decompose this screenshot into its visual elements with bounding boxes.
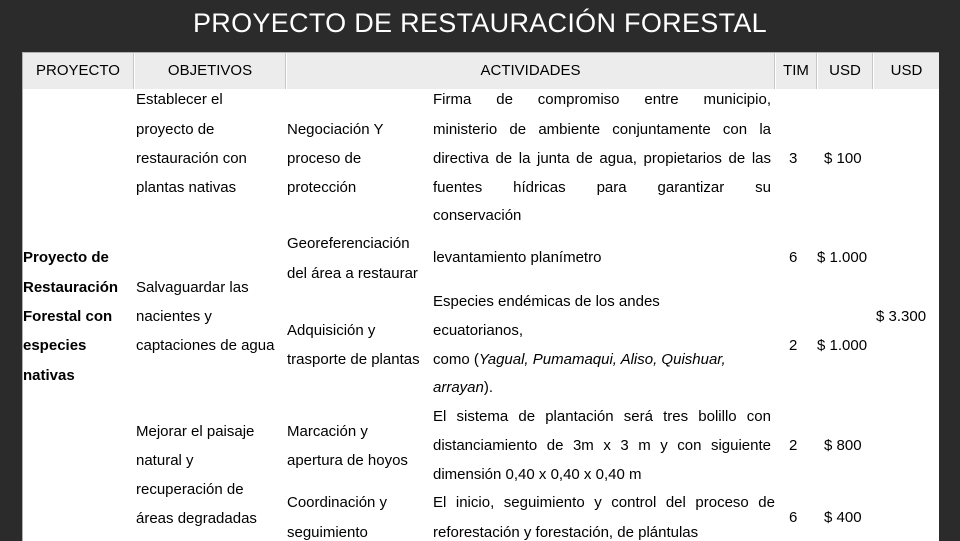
total-value: $ 3.300 — [876, 308, 927, 325]
tim-value: 3 — [789, 150, 798, 167]
detalle-line — [433, 351, 726, 369]
objetivo-line: proyecto de — [136, 121, 215, 138]
actividad-line: Negociación Y — [287, 121, 384, 138]
proyecto-line: Proyecto de — [23, 249, 109, 266]
objetivo-line: captaciones de agua — [136, 337, 275, 354]
actividad-line: proceso de — [287, 150, 362, 167]
usd-value: $ 800 — [824, 437, 862, 454]
objetivo-line: Mejorar el paisaje — [136, 423, 255, 440]
actividad-line: trasporte de plantas — [287, 351, 420, 368]
page-title: PROYECTO DE RESTAURACIÓN FORESTAL — [193, 8, 767, 38]
header-objetivos: OBJETIVOS — [135, 53, 285, 89]
divider — [816, 53, 817, 89]
detalle-line: ecuatorianos, — [433, 322, 524, 339]
detalle-line: Especies endémicas de los andes — [433, 293, 660, 310]
actividad-line: apertura de hoyos — [287, 452, 408, 469]
header-proyecto: PROYECTO — [23, 53, 133, 89]
tim-value: 6 — [789, 509, 798, 526]
detalle-line: directiva de la junta de agua, propietarios de las — [433, 150, 771, 167]
detalle-text: ). — [483, 379, 494, 396]
divider — [774, 53, 775, 89]
detalle-line: El sistema de plantación será tres bolillo con — [433, 408, 771, 425]
usd-value: $ 1.000 — [817, 249, 868, 266]
tim-value: 6 — [789, 249, 798, 266]
actividad-line: del área a restaurar — [287, 265, 418, 282]
usd-value: $ 400 — [824, 509, 862, 526]
tim-value: 2 — [789, 437, 798, 454]
usd-value: $ 100 — [824, 150, 862, 167]
actividad-line: seguimiento — [287, 524, 368, 541]
objetivo-line: Establecer el — [136, 91, 223, 108]
actividad-line: Coordinación y — [287, 494, 388, 511]
header-usd-total: USD — [874, 53, 939, 89]
proyecto-line: nativas — [23, 367, 75, 384]
divider — [133, 53, 134, 89]
detalle-line: fuentes hídricas para garantizar su — [433, 179, 771, 196]
detalle-line: distanciamiento de 3m x 3 m y con siguiente — [433, 437, 771, 454]
proyecto-line: Restauración — [23, 279, 119, 296]
actividad-line: Adquisición y — [287, 322, 376, 339]
species-names: Yagual, Pumamaqui, Aliso, Quishuar, — [478, 351, 726, 368]
detalle-line: reforestación y forestación, de plántulas — [433, 524, 699, 541]
detalle-line: ministerio de ambiente conjuntamente con la — [433, 121, 771, 138]
tim-value: 2 — [789, 337, 798, 354]
detalle-line: El inicio, seguimiento y control del proceso de — [433, 494, 775, 511]
header-tim: TIM — [776, 53, 816, 89]
divider — [285, 53, 286, 89]
header-actividades: ACTIVIDADES — [287, 53, 774, 89]
divider — [872, 53, 873, 89]
actividad-line: Marcación y — [287, 423, 368, 440]
actividad-line: protección — [287, 179, 357, 196]
detalle-line — [433, 379, 493, 397]
detalle-line: dimensión 0,40 x 0,40 x 0,40 m — [433, 466, 642, 483]
objetivo-line: plantas nativas — [136, 179, 237, 196]
objetivo-line: áreas degradadas — [136, 510, 257, 527]
usd-value: $ 1.000 — [817, 337, 868, 354]
objetivo-line: recuperación de — [136, 481, 244, 498]
objetivo-line: restauración con — [136, 150, 247, 167]
objetivo-line: nacientes y — [136, 308, 212, 325]
actividad-line: Georeferenciación — [287, 235, 410, 252]
project-table — [22, 52, 939, 541]
proyecto-line: Forestal con — [23, 308, 113, 325]
detalle-text: como ( — [433, 351, 479, 368]
detalle-line: Firma de compromiso entre municipio, — [433, 91, 771, 108]
detalle-line: conservación — [433, 207, 522, 224]
proyecto-line: especies — [23, 337, 87, 354]
species-name: arrayan — [433, 379, 484, 396]
detalle-line: levantamiento planímetro — [433, 249, 602, 266]
objetivo-line: Salvaguardar las — [136, 279, 249, 296]
objetivo-line: natural y — [136, 452, 194, 469]
header-usd: USD — [818, 53, 872, 89]
